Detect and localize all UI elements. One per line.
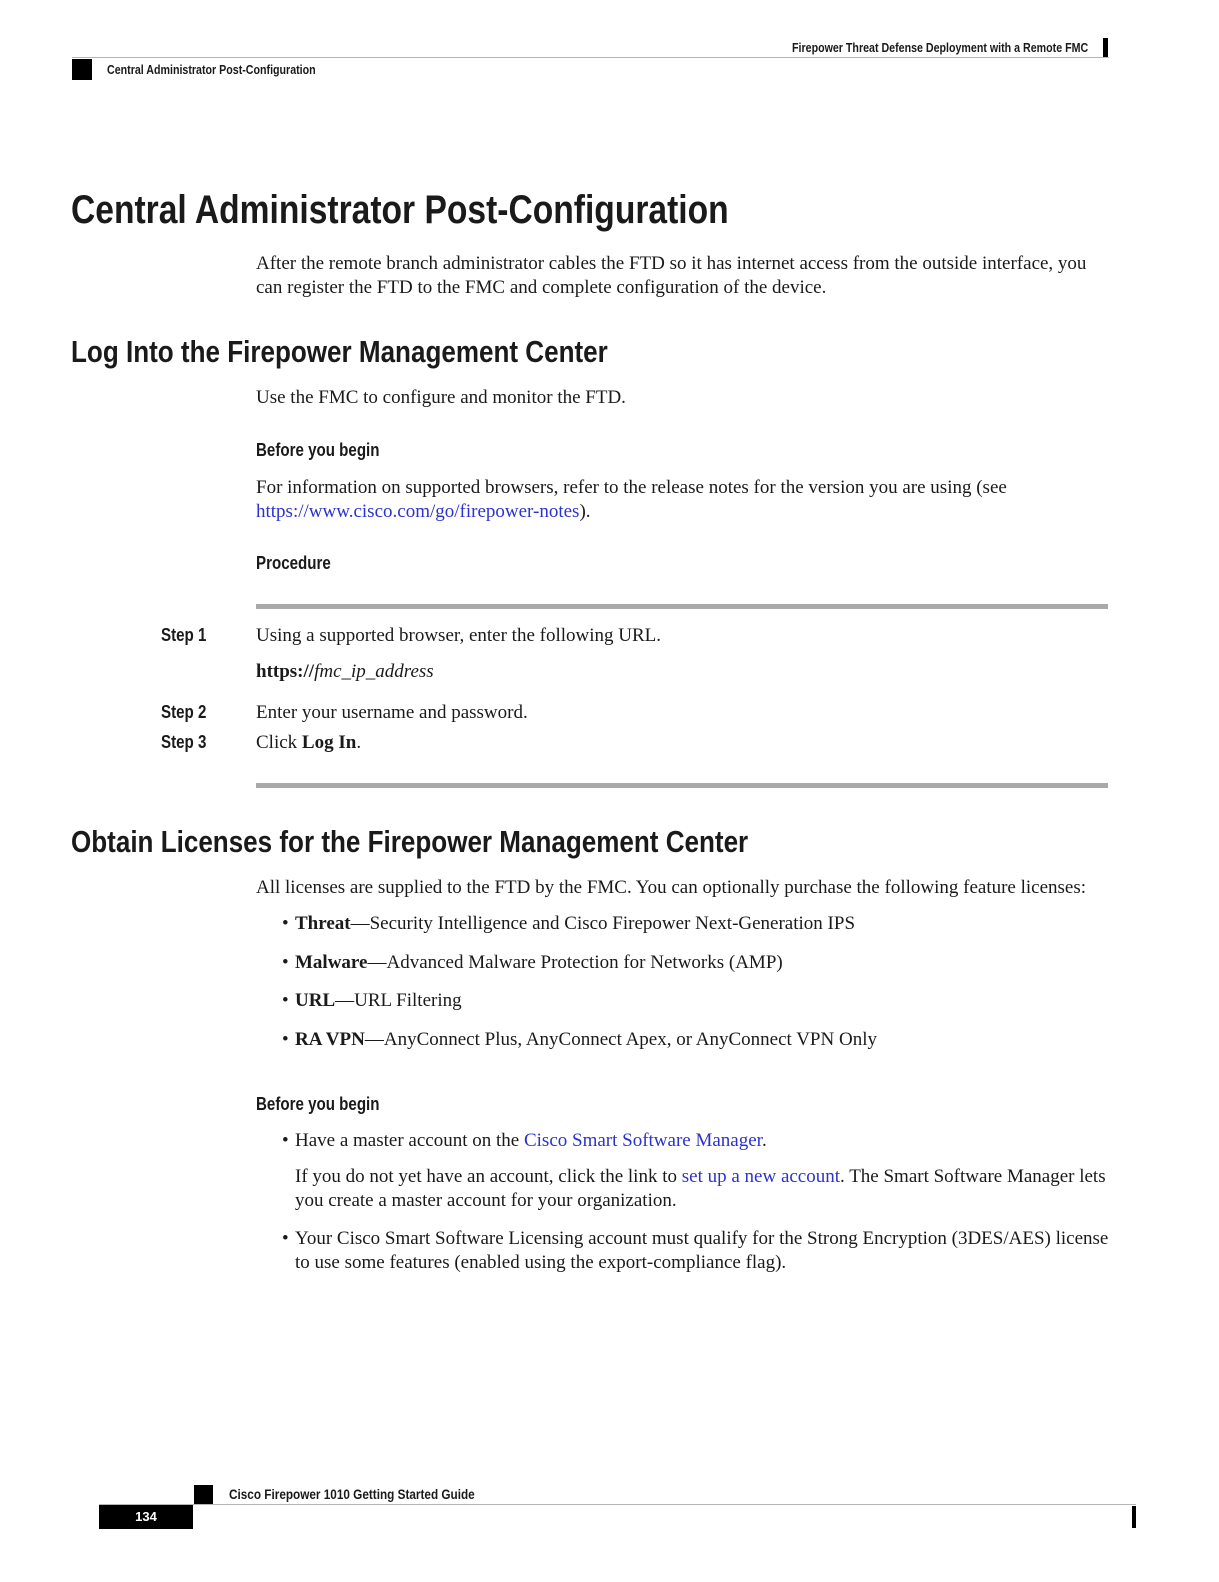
procedure-bottom-rule — [256, 783, 1108, 788]
header-rule — [72, 57, 1109, 58]
prereq-1-pre: Have a master account on the — [295, 1130, 524, 1151]
log-in-label: Log In — [301, 732, 357, 753]
step-3-text — [256, 731, 1116, 755]
bullet-glyph: • — [282, 1130, 289, 1151]
section-heading-licenses: Obtain Licenses for the Firepower Management Center — [71, 824, 749, 859]
before-you-begin-heading-2: Before you begin — [256, 1094, 380, 1114]
browser-note-close: ). — [579, 501, 591, 522]
prereq-2-text: Your Cisco Smart Software Licensing account must qualify for the Strong Encryption (3DES/AES) license to use some features (enabled using the export-compliance flag). — [295, 1228, 1109, 1273]
url-scheme: https:// — [256, 661, 315, 682]
license-desc: —Security Intelligence and Cisco Firepower Next-Generation IPS — [350, 913, 856, 934]
login-intro: Use the FMC to configure and monitor the FTD. — [256, 387, 626, 408]
step-1-url — [256, 660, 1116, 684]
step-3-post: . — [356, 732, 362, 753]
url-placeholder: fmc_ip_address — [314, 661, 434, 682]
step-2-label: Step 2 — [161, 702, 207, 722]
procedure-heading: Procedure — [256, 553, 331, 573]
bullet-glyph: • — [282, 952, 289, 973]
release-notes-link[interactable]: https://www.cisco.com/go/firepower-notes — [256, 501, 580, 522]
license-desc: —AnyConnect Plus, AnyConnect Apex, or AnyConnect VPN Only — [364, 1029, 877, 1050]
smart-software-manager-link[interactable]: Cisco Smart Software Manager — [523, 1130, 762, 1151]
procedure-top-rule — [256, 604, 1108, 609]
prereq-1-post: . — [761, 1130, 767, 1151]
header-marker-bar — [1103, 38, 1108, 58]
license-name: Threat — [295, 913, 351, 934]
bullet-glyph: • — [282, 913, 289, 934]
browser-note — [256, 476, 1116, 524]
footer-guide-title: Cisco Firepower 1010 Getting Started Guide — [229, 1486, 475, 1502]
step-1-text: Using a supported browser, enter the following URL. — [256, 625, 662, 646]
header-marker-block — [72, 59, 92, 80]
footer-marker-bar — [1132, 1506, 1136, 1528]
step-3-pre: Click — [256, 732, 302, 753]
section-heading-login: Log Into the Firepower Management Center — [71, 334, 608, 369]
license-name: RA VPN — [295, 1029, 365, 1050]
running-header-chapter: Firepower Threat Defense Deployment with a Remote FMC — [791, 40, 1088, 55]
step-3-label: Step 3 — [161, 732, 207, 752]
prereq-note-pre: If you do not yet have an account, click the link to — [295, 1166, 682, 1187]
license-name: Malware — [295, 952, 368, 973]
set-up-new-account-link[interactable]: set up a new account — [681, 1166, 841, 1187]
licenses-intro: All licenses are supplied to the FTD by the FMC. You can optionally purchase the following feature licenses: — [256, 877, 1087, 898]
license-desc: —Advanced Malware Protection for Networks (AMP) — [367, 952, 783, 973]
page-number: 134 — [99, 1505, 193, 1529]
running-header-section: Central Administrator Post-Configuration — [107, 62, 316, 77]
license-item-url — [282, 989, 1112, 1013]
section-intro: After the remote branch administrator cables the FTD so it has internet access from the outside interface, you can register the FTD to the FMC and complete configuration of the device. — [256, 253, 1087, 298]
bullet-glyph: • — [282, 1029, 289, 1050]
footer-marker-block — [194, 1485, 213, 1504]
bullet-glyph: • — [282, 990, 289, 1011]
browser-note-text: For information on supported browsers, refer to the release notes for the version you are using (see — [256, 477, 1007, 498]
page-title: Central Administrator Post-Configuration — [71, 188, 729, 232]
license-desc: —URL Filtering — [335, 990, 462, 1011]
license-item-malware — [282, 951, 1112, 975]
bullet-glyph: • — [282, 1228, 289, 1249]
license-item-threat — [282, 912, 1112, 936]
prereq-master-account — [282, 1129, 1112, 1153]
before-you-begin-heading: Before you begin — [256, 440, 380, 460]
prereq-strong-encryption — [282, 1227, 1112, 1275]
footer-rule — [99, 1504, 1136, 1505]
prereq-note-post: . The Smart Software Manager lets you create a master account for your organization. — [295, 1166, 1106, 1211]
prereq-account-note — [295, 1165, 1115, 1213]
license-name: URL — [295, 990, 336, 1011]
step-1-label: Step 1 — [161, 625, 207, 645]
step-2-text: Enter your username and password. — [256, 702, 528, 723]
license-item-ra-vpn — [282, 1028, 1112, 1052]
